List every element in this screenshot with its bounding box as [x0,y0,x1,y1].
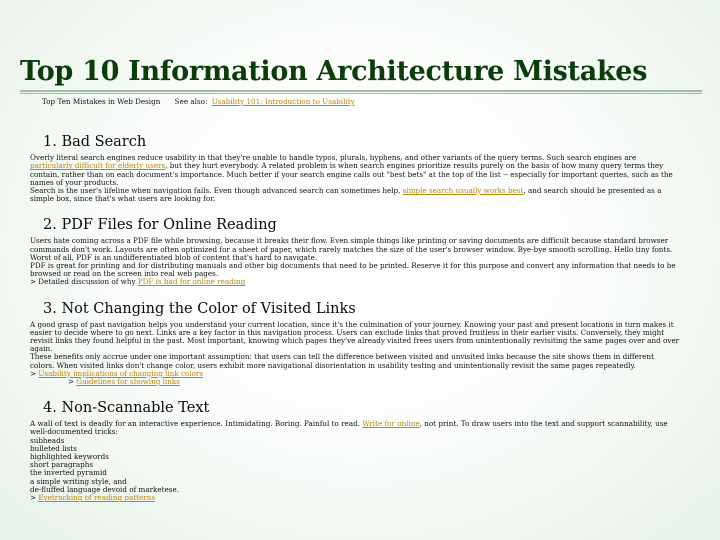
section-paragraph: These benefits only accrue under one important assumption: that users can tell the difference between visited and unvisited links because the site shows them in different colors. When visited links don't change color, users exhibit more navigational disorientation in usability testing and unintentionally revisit the same pages repeatedly. [30,352,655,370]
eyetracking-link[interactable]: Eyetracking of reading patterns [38,493,156,503]
section-paragraph: A good grasp of past navigation helps you understand your current location, since it's the culmination of your journey. Knowing your past and present locations in turn makes it easier to decide where to go next. Links are a key factor in this navigation process. Users can exclude links that proved fruitless in their earlier visits. Conversely, they might revisit links they found helpful in the past. Most important, knowing which pages they've already visited frees users from unintentionally revisiting the same pages over and over again. [30,319,680,354]
list-item: bulleted lists [30,443,77,453]
top-row [42,98,680,106]
section-pdf-files [30,217,680,286]
paragraph-text: Overly literal search engines reduce usability in that they're unable to handle typos, plurals, hyphens, and other variants of the query terms. Such search engines are [30,153,637,163]
list-item: short paragraphs [30,460,94,470]
section-paragraph [30,494,680,502]
list-item: a simple writing style, and [30,476,127,486]
section-bad-search [30,134,680,203]
section-paragraph [30,154,680,187]
top-text: Top Ten Mistakes in Web Design [42,97,161,106]
title-rule-top [20,90,702,92]
page-title: Top 10 Information Architecture Mistakes [20,56,648,87]
elderly-users-link[interactable]: particularly difficult for elderly users [30,161,166,171]
paragraph-text: , but they hurt everybody. A related problem is when search engines prioritize results purely on the basis of how many query terms they contain, rather than on each document's importance. Much better if your search engine calls out "best bets" at the top of the list -- especially for important queries, such as the names of your products. [30,161,673,187]
paragraph-text: > [30,368,37,378]
simple-search-link[interactable]: simple search usually works best [402,186,524,196]
title-rule-bottom [20,93,702,94]
link-colors-link[interactable]: Usability implications of changing link colors [38,368,204,378]
paragraph-text: A wall of text is deadly for an interactive experience. Intimidating. Boring. Painful to read. [30,419,360,429]
section-heading: 2. PDF Files for Online Reading [43,217,277,234]
section-paragraph [30,378,680,386]
section-heading: 1. Bad Search [43,134,147,151]
section-heading: 3. Not Changing the Color of Visited Links [43,300,356,317]
paragraph-text: > Detailed discussion of why [30,277,136,287]
content [30,98,680,516]
tricks-list [30,437,680,494]
section-heading: 4. Non-Scannable Text [43,400,210,417]
section-paragraph [30,187,680,203]
section-visited-links [30,301,680,387]
showing-links-link[interactable]: Guidelines for showing links [76,377,180,387]
paragraph-text: Search is the user's lifeline when navigation fails. Even though advanced search can sometimes help, [30,186,401,196]
section-paragraph: PDF is great for printing and for distributing manuals and other big documents that need to be printed. Reserve it for this purpose and convert any information that needs to be browsed or read on the screen into real web pages. [30,261,676,279]
list-item: de-fluffed language devoid of marketese. [30,484,180,494]
list-item: highlighted keywords [30,452,109,462]
write-for-online-link[interactable]: Write for online [362,419,420,429]
paragraph-text: , and search should be presented as a simple box, since that's what users are looking for. [30,186,662,204]
section-paragraph [30,278,680,286]
section-non-scannable-text [30,400,680,502]
paragraph-text: , not print. To draw users into the text and support scannability, use well-documented tricks: [30,419,668,437]
section-paragraph: Users hate coming across a PDF file while browsing, because it breaks their flow. Even simple things like printing or saving documents are difficult because standard browser commands don't work. Layouts are often optimized for a sheet of paper, which rarely matches the size of the user's browser window. Bye-bye smooth scrolling. Hello tiny fonts. Worst of all, PDF is an undifferentiated blob of content that's hard to navigate. [30,236,673,262]
list-item: the inverted pyramid [30,468,107,478]
paragraph-text: > [68,377,75,387]
see-also-label: See also: [174,97,208,106]
pdf-bad-link[interactable]: PDF is bad for online reading [137,277,246,287]
section-paragraph [30,420,680,436]
list-item: subheads [30,435,65,445]
paragraph-text: > [30,493,37,503]
see-also-link[interactable]: Usability 101: Introduction to Usability [211,97,355,106]
